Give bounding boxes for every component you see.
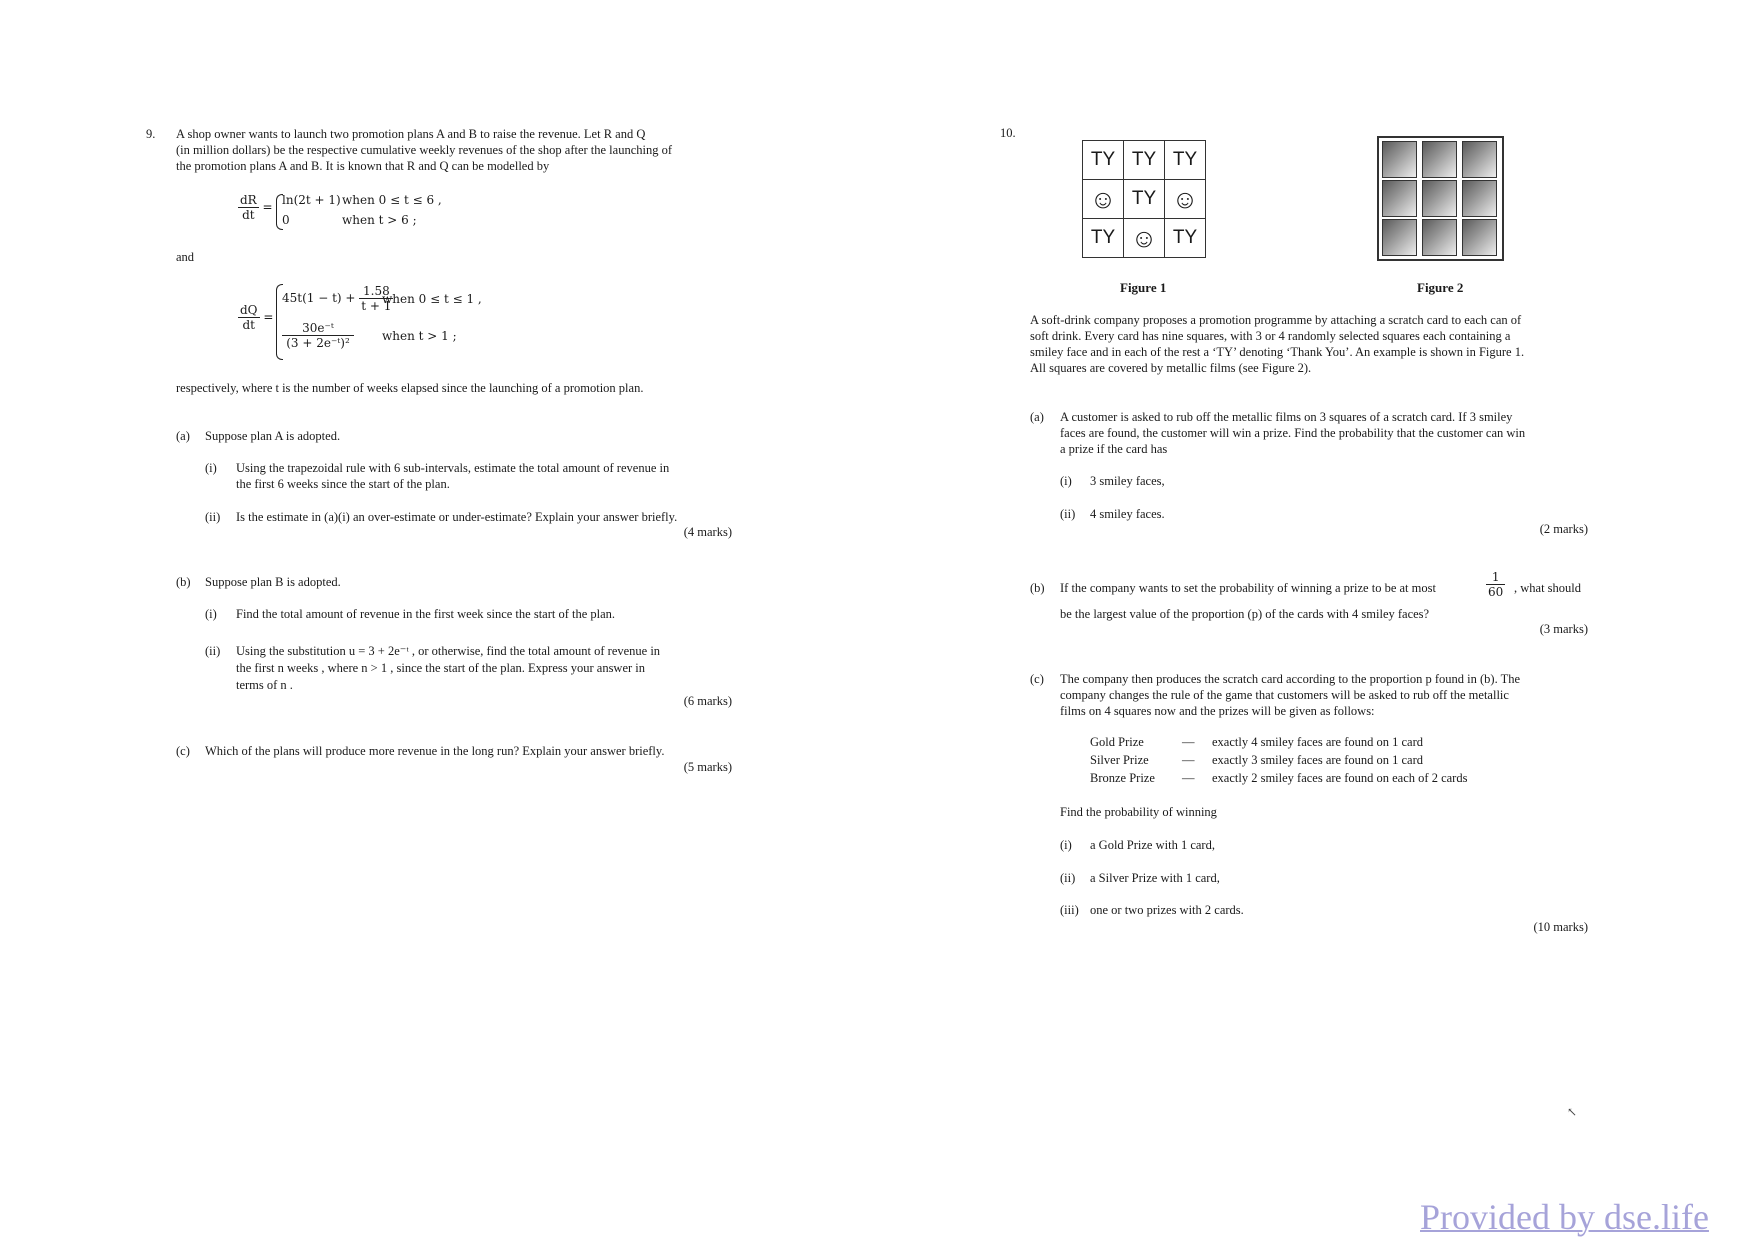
dR-numerator: dR bbox=[240, 193, 257, 207]
figure-1-caption: Figure 1 bbox=[1120, 280, 1167, 295]
q10c-iii-label: (iii) bbox=[1060, 903, 1079, 917]
prize-dash: — bbox=[1182, 771, 1195, 785]
q10c-find: Find the probability of winning bbox=[1060, 805, 1217, 819]
card-cell: TY bbox=[1083, 141, 1124, 180]
dR-case1: ln(2t + 1) bbox=[282, 193, 341, 207]
prize-name: Silver Prize bbox=[1090, 753, 1149, 767]
dQ-denominator: dt bbox=[242, 318, 256, 332]
prize-name: Bronze Prize bbox=[1090, 771, 1155, 785]
card-cell: TY bbox=[1124, 141, 1165, 180]
card-cell: TY bbox=[1165, 219, 1206, 258]
q10a-i-text: 3 smiley faces, bbox=[1090, 474, 1165, 488]
q10a-line3: a prize if the card has bbox=[1060, 442, 1168, 456]
q10-intro-line1: A soft-drink company proposes a promotion programme by attaching a scratch card to each can of bbox=[1030, 313, 1522, 327]
figure-2-caption: Figure 2 bbox=[1417, 280, 1464, 295]
q9-intro-line3: the promotion plans A and B. It is known that R and Q can be modelled by bbox=[176, 159, 550, 173]
q9-respectively: respectively, where t is the number of weeks elapsed since the launching of a promotion plan. bbox=[176, 381, 644, 395]
dQ-case1-num: 1.58 bbox=[359, 284, 393, 299]
q9b-ii-line3: terms of n . bbox=[236, 678, 293, 692]
q9a-ii-label: (ii) bbox=[205, 510, 221, 524]
q9b-i-text: Find the total amount of revenue in the first week since the start of the plan. bbox=[236, 607, 616, 621]
metallic-film bbox=[1422, 141, 1457, 178]
prize-desc: exactly 4 smiley faces are found on 1 card bbox=[1212, 735, 1424, 749]
metallic-film bbox=[1382, 180, 1417, 217]
q9-intro-line1: A shop owner wants to launch two promotion plans A and B to raise the revenue. Let R and Q bbox=[176, 127, 646, 141]
prize-dash: — bbox=[1182, 735, 1195, 749]
q9a-i-label: (i) bbox=[205, 461, 217, 475]
q10a-marks: (2 marks) bbox=[1539, 522, 1588, 536]
q10a-line2: faces are found, the customer will win a prize. Find the probability that the customer can win bbox=[1060, 426, 1526, 440]
q10b-line2: be the largest value of the proportion (p) of the cards with 4 smiley faces? bbox=[1060, 607, 1430, 621]
smiley-icon: ☺ bbox=[1124, 219, 1165, 258]
q10a-line1: A customer is asked to rub off the metallic films on 3 squares of a scratch card. If 3 smiley bbox=[1060, 410, 1513, 424]
dR-cond2: when t > 6 ; bbox=[342, 213, 417, 227]
dQ-case1-term: 45t(1 − t) + bbox=[282, 291, 356, 305]
card-cell: TY bbox=[1083, 219, 1124, 258]
metallic-film bbox=[1422, 180, 1457, 217]
q10b-frac-num: 1 bbox=[1486, 570, 1505, 585]
q10a-ii-text: 4 smiley faces. bbox=[1090, 507, 1165, 521]
cursor-arrow-icon: ↖ bbox=[1567, 1105, 1578, 1119]
q9b-label: (b) bbox=[176, 575, 191, 589]
prize-desc: exactly 3 smiley faces are found on 1 card bbox=[1212, 753, 1424, 767]
q10c-ii-label: (ii) bbox=[1060, 871, 1076, 885]
metallic-film bbox=[1462, 141, 1497, 178]
q9a-ii-text: Is the estimate in (a)(i) an over-estimate or under-estimate? Explain your answer briefly. bbox=[236, 510, 678, 524]
figure-2-scratch-card bbox=[1377, 136, 1504, 261]
dQ-numerator: dQ bbox=[240, 303, 258, 317]
q10a-ii-label: (ii) bbox=[1060, 507, 1076, 521]
q9b-text: Suppose plan B is adopted. bbox=[205, 575, 341, 589]
q9b-marks: (6 marks) bbox=[683, 694, 732, 708]
dR-denominator: dt bbox=[242, 208, 255, 222]
q10c-i-text: a Gold Prize with 1 card, bbox=[1090, 838, 1215, 852]
q10c-line1: The company then produces the scratch card according to the proportion p found in (b). The bbox=[1060, 672, 1521, 686]
prize-name: Gold Prize bbox=[1090, 735, 1144, 749]
and-text: and bbox=[176, 250, 195, 264]
card-cell: TY bbox=[1124, 180, 1165, 219]
q9b-i-label: (i) bbox=[205, 607, 217, 621]
q10a-label: (a) bbox=[1030, 410, 1044, 424]
card-cell: TY bbox=[1165, 141, 1206, 180]
watermark-link[interactable]: Provided by dse.life bbox=[1420, 1197, 1709, 1237]
dQ-cond1: when 0 ≤ t ≤ 1 , bbox=[382, 292, 482, 306]
q9c-text: Which of the plans will produce more revenue in the long run? Explain your answer briefly. bbox=[205, 744, 665, 758]
q9a-i-line2: the first 6 weeks since the start of the plan. bbox=[236, 477, 450, 491]
smiley-icon: ☺ bbox=[1165, 180, 1206, 219]
q10-number: 10. bbox=[1000, 126, 1016, 140]
metallic-film bbox=[1382, 219, 1417, 256]
q10c-ii-text: a Silver Prize with 1 card, bbox=[1090, 871, 1220, 885]
q10-intro-line3: smiley face and in each of the rest a ‘TY’ denoting ‘Thank You’. An example is shown in Figure 1. bbox=[1030, 345, 1525, 359]
q10a-i-label: (i) bbox=[1060, 474, 1072, 488]
q10b-line1-end: , what should bbox=[1514, 581, 1582, 595]
q10-intro-line2: soft drink. Every card has nine squares, with 3 or 4 randomly selected squares each containing a bbox=[1030, 329, 1511, 343]
q10c-iii-text: one or two prizes with 2 cards. bbox=[1090, 903, 1244, 917]
smiley-icon: ☺ bbox=[1083, 180, 1124, 219]
metallic-film bbox=[1462, 219, 1497, 256]
q10b-frac-den: 60 bbox=[1488, 585, 1504, 599]
q10c-i-label: (i) bbox=[1060, 838, 1072, 852]
q10b-label: (b) bbox=[1030, 581, 1045, 595]
metallic-film bbox=[1382, 141, 1417, 178]
prize-desc: exactly 2 smiley faces are found on each of 2 cards bbox=[1212, 771, 1468, 785]
dQ-case2-num: 30e⁻ᵗ bbox=[282, 321, 354, 336]
q9c-marks: (5 marks) bbox=[683, 760, 732, 774]
q9-intro-line2: (in million dollars) be the respective cumulative weekly revenues of the shop after the launching of bbox=[176, 143, 673, 157]
q9c-label: (c) bbox=[176, 744, 190, 758]
q10c-line3: films on 4 squares now and the prizes will be given as follows: bbox=[1060, 704, 1375, 718]
dR-case2: 0 bbox=[282, 213, 290, 227]
figure-1-card bbox=[1082, 140, 1206, 258]
q9a-label: (a) bbox=[176, 429, 190, 443]
q9-number: 9. bbox=[146, 127, 156, 141]
dQ-cond2: when t > 1 ; bbox=[382, 329, 457, 343]
q10b-marks: (3 marks) bbox=[1539, 622, 1588, 636]
metallic-film bbox=[1462, 180, 1497, 217]
q9b-ii-line1: Using the substitution u = 3 + 2e⁻ᵗ , or otherwise, find the total amount of revenue in bbox=[236, 644, 661, 658]
q10c-line2: company changes the rule of the game that customers will be asked to rub off the metallic bbox=[1060, 688, 1509, 702]
q10c-marks: (10 marks) bbox=[1533, 920, 1588, 934]
dR-cond1: when 0 ≤ t ≤ 6 , bbox=[342, 193, 442, 207]
dQ-case2-den: (3 + 2e⁻ᵗ)² bbox=[286, 336, 350, 350]
prize-dash: — bbox=[1182, 753, 1195, 767]
q9b-ii-label: (ii) bbox=[205, 644, 221, 658]
q9b-ii-line2: the first n weeks , where n > 1 , since the start of the plan. Express your answer in bbox=[236, 661, 646, 675]
q10c-label: (c) bbox=[1030, 672, 1044, 686]
dQ-case1-den: t + 1 bbox=[361, 299, 392, 313]
q10-intro-line4: All squares are covered by metallic films (see Figure 2). bbox=[1030, 361, 1312, 375]
q10b-line1: If the company wants to set the probability of winning a prize to be at most bbox=[1060, 581, 1436, 595]
q9a-i-line1: Using the trapezoidal rule with 6 sub-intervals, estimate the total amount of revenue in bbox=[236, 461, 670, 475]
metallic-film bbox=[1422, 219, 1457, 256]
q9a-text: Suppose plan A is adopted. bbox=[205, 429, 341, 443]
q9a-marks: (4 marks) bbox=[683, 525, 732, 539]
